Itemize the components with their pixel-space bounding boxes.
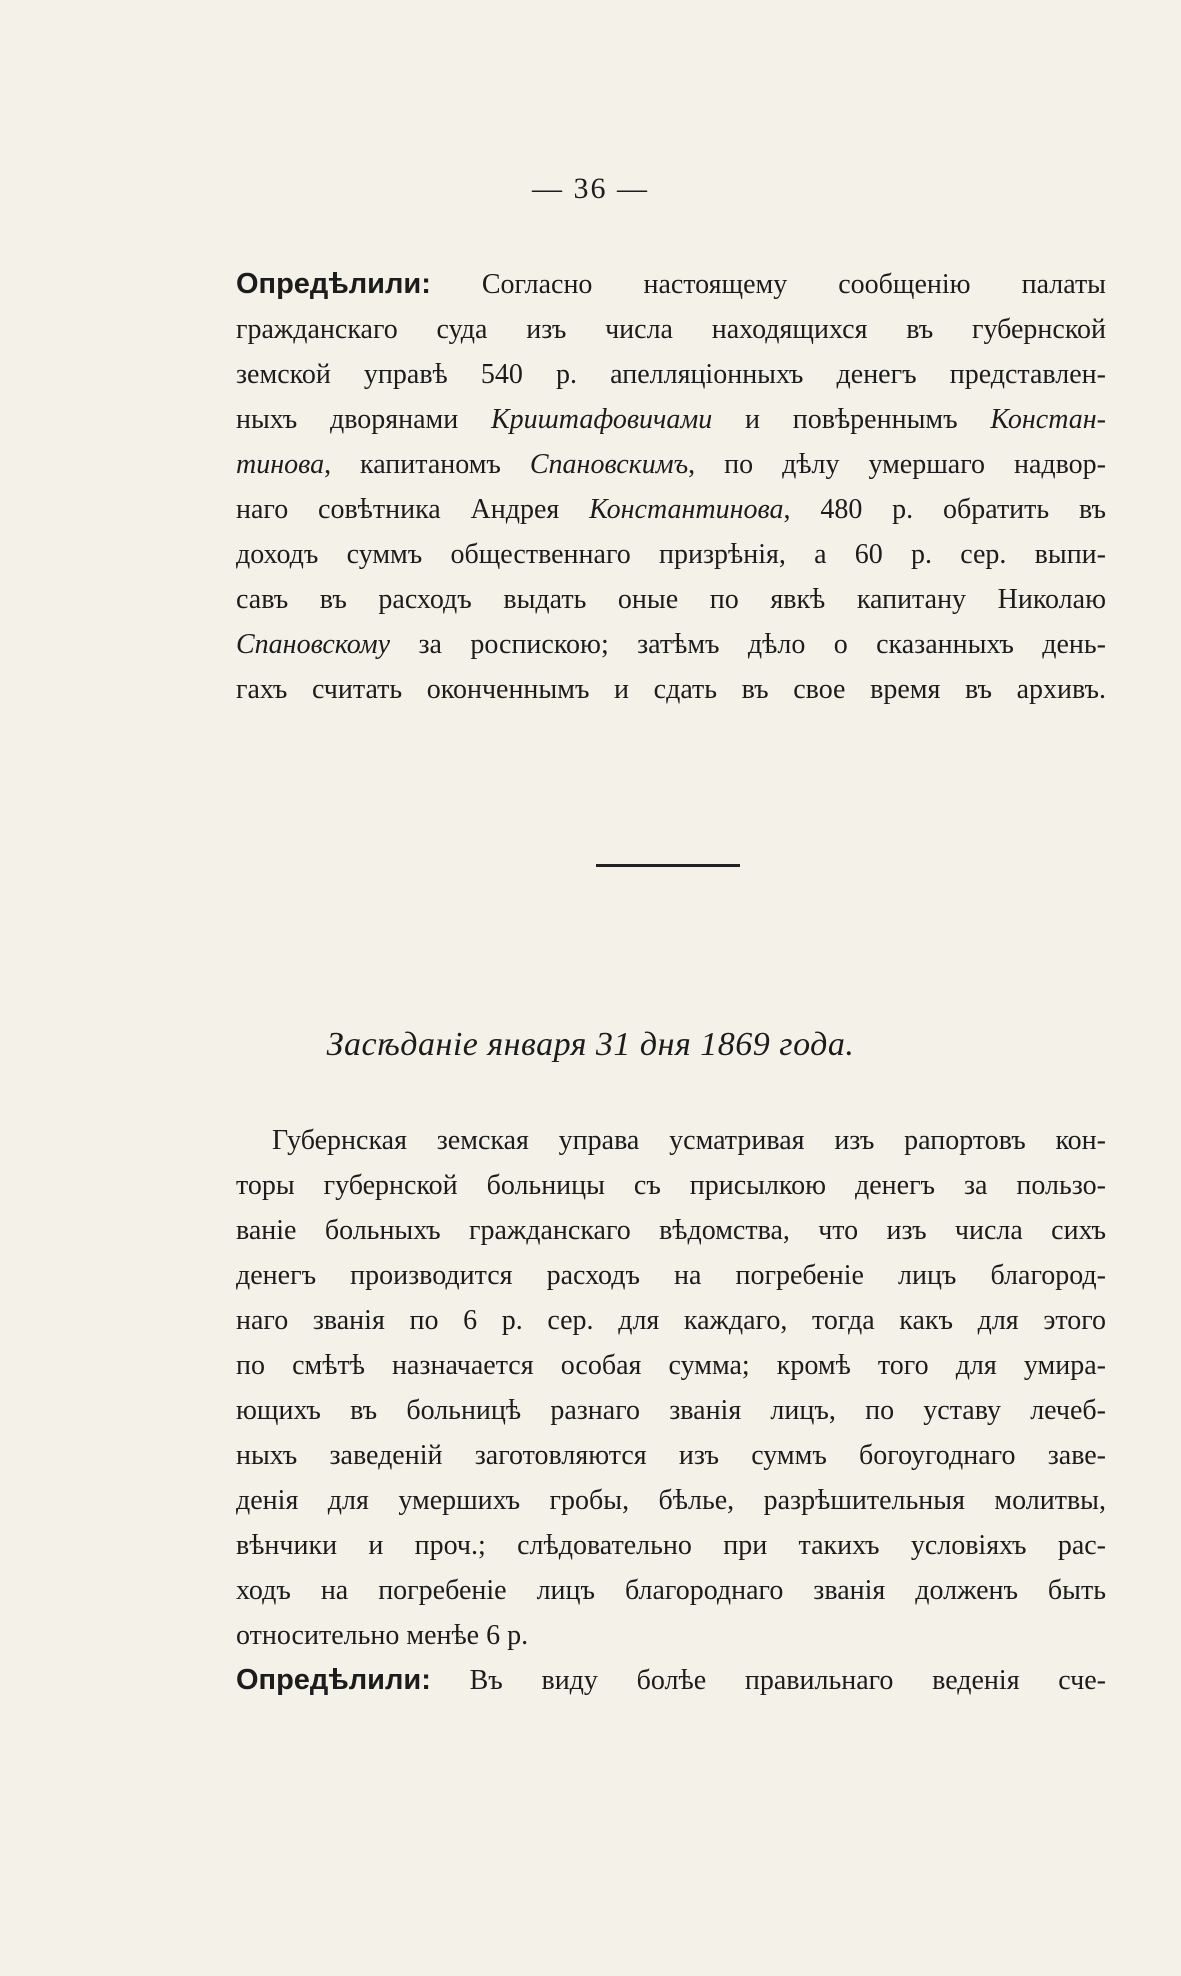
text-line: савъ въ расходъ выдать оные по явкѣ капитану Николаю bbox=[236, 584, 1106, 615]
text-line: наго совѣтника Андрея Константинова, 480 р. обратить въ bbox=[236, 494, 1106, 525]
text-line: гражданскаго суда изъ числа находящихся въ губернской bbox=[236, 314, 1106, 345]
text-line: Спановскому за роспискою; затѣмъ дѣло о сказанныхъ день- bbox=[236, 629, 1106, 660]
italic-name: Спановскимъ bbox=[529, 449, 689, 480]
page-number: — 36 — bbox=[532, 172, 649, 205]
text-line: денія для умершихъ гробы, бѣлье, разрѣшительныя молитвы, bbox=[236, 1485, 1106, 1516]
resolution-paragraph-2 bbox=[236, 1658, 1106, 1703]
italic-name: Спановскому bbox=[236, 629, 391, 660]
text-line: ныхъ заведеній заготовляются изъ суммъ богоугоднаго заве- bbox=[236, 1440, 1106, 1471]
italic-name: Константинова bbox=[589, 494, 784, 525]
text-line: гахъ считать оконченнымъ и сдать въ свое время въ архивъ. bbox=[236, 674, 1106, 705]
italic-name: Констан- bbox=[990, 404, 1106, 435]
resolution-lead: Опредѣлили: bbox=[236, 268, 431, 300]
text-line: Губернская земская управа усматривая изъ рапортовъ кон- bbox=[272, 1125, 1106, 1156]
text-line: относительно менѣе 6 р. bbox=[236, 1620, 529, 1651]
resolution-paragraph-1 bbox=[236, 262, 1106, 712]
text-line: тинова, капитаномъ Спановскимъ, по дѣлу умершаго надвор- bbox=[236, 449, 1106, 480]
section-divider bbox=[596, 864, 740, 867]
resolution-lead: Опредѣлили: bbox=[236, 1664, 431, 1696]
section-title: Засѣданіе января 31 дня 1869 года. bbox=[326, 1026, 855, 1063]
text-line: денегъ производится расходъ на погребеніе лицъ благород- bbox=[236, 1260, 1106, 1291]
text-line: ваніе больныхъ гражданскаго вѣдомства, что изъ числа сихъ bbox=[236, 1215, 1106, 1246]
text-line: ходъ на погребеніе лицъ благороднаго званія долженъ быть bbox=[236, 1575, 1106, 1606]
text-line: доходъ суммъ общественнаго призрѣнія, а 60 р. сер. выпи- bbox=[236, 539, 1106, 570]
italic-name: тинова bbox=[236, 449, 325, 480]
text-line: наго званія по 6 р. сер. для каждаго, тогда какъ для этого bbox=[236, 1305, 1106, 1336]
text-line: ющихъ въ больницѣ разнаго званія лицъ, по уставу лечеб- bbox=[236, 1395, 1106, 1426]
report-paragraph bbox=[236, 1118, 1106, 1658]
text-line: Опредѣлили: Согласно настоящему сообщенію палаты bbox=[236, 268, 1106, 300]
text-line: вѣнчики и проч.; слѣдовательно при такихъ условіяхъ рас- bbox=[236, 1530, 1106, 1561]
text-line: ныхъ дворянами Криштафовичами и повѣреннымъ Констан- bbox=[236, 404, 1106, 435]
text-line: Опредѣлили: Въ виду болѣе правильнаго веденія сче- bbox=[236, 1664, 1106, 1696]
text-line: торы губернской больницы съ присылкою денегъ за пользо- bbox=[236, 1170, 1106, 1201]
text-line: земской управѣ 540 р. апелляціонныхъ денегъ представлен- bbox=[236, 359, 1106, 390]
italic-name: Криштафовичами bbox=[491, 404, 713, 435]
text-line: по смѣтѣ назначается особая сумма; кромѣ того для умира- bbox=[236, 1350, 1106, 1381]
